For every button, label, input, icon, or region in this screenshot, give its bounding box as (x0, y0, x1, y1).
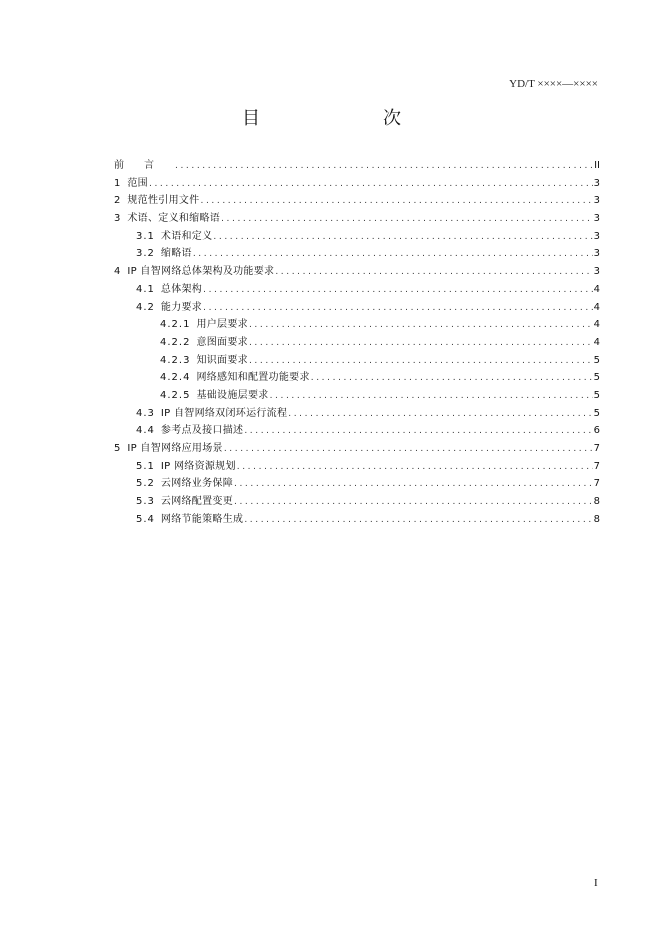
toc-entry-text: 基础设施层要求 (196, 389, 269, 401)
toc-leader-dots (234, 494, 593, 511)
toc-entry-text: 前言 (114, 160, 174, 171)
toc-entry-number: 3 (114, 213, 122, 225)
toc-entry-page: II (594, 160, 600, 171)
toc-entry-number: 3.2 (136, 248, 155, 260)
toc-entry-number: 5 (114, 443, 122, 454)
toc-entry-5-4[interactable] (114, 511, 600, 529)
toc-entry-text: IP 自智网络总体架构及功能要求 (127, 266, 275, 278)
toc-leader-dots (275, 264, 592, 281)
toc-leader-dots (149, 176, 593, 193)
toc-leader-dots (221, 211, 593, 228)
toc-leader-dots (193, 246, 593, 263)
toc-entry-number: 5.1 (136, 460, 155, 472)
table-of-contents (114, 157, 600, 528)
toc-entry-page: 7 (593, 478, 600, 490)
toc-entry-page: 8 (593, 496, 600, 508)
toc-entry-page: 4 (593, 319, 600, 331)
toc-entry-page: 6 (593, 425, 600, 437)
toc-title-char-1: 目 (242, 108, 260, 129)
toc-leader-dots (270, 388, 593, 405)
toc-entry-4-1[interactable] (114, 281, 600, 299)
toc-entry-page: 5 (593, 354, 600, 366)
toc-entry-page: 3 (593, 266, 600, 278)
toc-entry-5[interactable] (114, 440, 600, 458)
toc-entry-number: 4.2 (136, 301, 155, 313)
toc-entry-page: 7 (593, 460, 600, 472)
toc-entry-text: IP 网络资源规划 (160, 460, 236, 472)
toc-entry-number: 3.1 (136, 230, 155, 242)
toc-entry-page: 3 (593, 177, 600, 189)
toc-entry-text: 云网络业务保障 (160, 478, 234, 490)
toc-entry-number: 4.2.5 (160, 389, 191, 401)
toc-entry-number: 1 (114, 177, 122, 189)
toc-entry-number: 4 (114, 266, 122, 278)
toc-entry-number: 4.2.3 (160, 354, 191, 366)
toc-entry-page: 7 (593, 443, 600, 454)
toc-entry-text: 缩略语 (160, 248, 192, 260)
toc-entry-text: 范围 (127, 177, 148, 189)
toc-entry-page: 3 (593, 213, 600, 225)
toc-leader-dots (224, 441, 593, 458)
toc-entry-number: 5.3 (136, 496, 155, 508)
toc-leader-dots (244, 512, 592, 529)
toc-leader-dots (249, 353, 593, 370)
toc-entry-4-2-4[interactable] (114, 369, 600, 387)
toc-entry-foreword[interactable] (114, 157, 600, 175)
toc-entry-4[interactable] (114, 263, 600, 281)
toc-entry-text: 术语和定义 (160, 230, 213, 242)
toc-entry-5-2[interactable] (114, 475, 600, 493)
toc-entry-text: 术语、定义和缩略语 (127, 213, 221, 225)
toc-leader-dots (175, 158, 593, 175)
toc-entry-page: 4 (593, 336, 600, 348)
toc-title-char-2: 次 (383, 108, 401, 129)
toc-entry-text: 总体架构 (160, 283, 203, 295)
toc-entry-5-3[interactable] (114, 493, 600, 511)
toc-entry-4-2-5[interactable] (114, 387, 600, 405)
toc-leader-dots (249, 335, 593, 352)
toc-leader-dots (249, 317, 593, 334)
toc-entry-page: 5 (593, 389, 600, 401)
toc-entry-4-3[interactable] (114, 405, 600, 423)
toc-entry-text: IP 自智网络应用场景 (127, 443, 223, 454)
toc-entry-text: 网络节能策略生成 (160, 513, 244, 525)
toc-entry-text: IP 自智网络双闭环运行流程 (160, 407, 288, 419)
toc-entry-text: 网络感知和配置功能要求 (196, 372, 310, 384)
toc-entry-number: 4.1 (136, 283, 155, 295)
toc-entry-text: 用户层要求 (196, 319, 248, 331)
toc-leader-dots (244, 423, 592, 440)
toc-entry-1[interactable] (114, 175, 600, 193)
toc-entry-page: 3 (593, 230, 600, 242)
toc-entry-text: 参考点及接口描述 (160, 425, 244, 437)
toc-entry-5-1[interactable] (114, 458, 600, 476)
toc-entry-3[interactable] (114, 210, 600, 228)
toc-entry-number: 4.2.4 (160, 372, 191, 384)
page-number: I (594, 877, 598, 889)
toc-entry-page: 5 (593, 372, 600, 384)
toc-leader-dots (234, 476, 593, 493)
toc-entry-4-2[interactable] (114, 299, 600, 317)
toc-entry-4-2-3[interactable] (114, 352, 600, 370)
toc-entry-number: 5.2 (136, 478, 155, 490)
toc-entry-number: 2 (114, 195, 122, 207)
toc-entry-text: 能力要求 (160, 301, 203, 313)
toc-entry-3-1[interactable] (114, 228, 600, 246)
toc-leader-dots (213, 229, 592, 246)
toc-entry-text: 知识面要求 (196, 354, 248, 366)
toc-entry-2[interactable] (114, 192, 600, 210)
toc-entry-4-2-2[interactable] (114, 334, 600, 352)
toc-title (0, 104, 662, 128)
toc-entry-page: 4 (593, 283, 600, 295)
toc-entry-number: 4.2.2 (160, 336, 191, 348)
toc-entry-text: 规范性引用文件 (127, 195, 200, 207)
toc-entry-number: 5.4 (136, 513, 155, 525)
toc-leader-dots (311, 370, 593, 387)
toc-entry-text: 云网络配置变更 (160, 496, 234, 508)
toc-entry-number: 4.2.1 (160, 319, 191, 331)
toc-entry-4-2-1[interactable] (114, 316, 600, 334)
toc-entry-page: 4 (593, 301, 600, 313)
document-code: YD/T ××××—×××× (509, 78, 598, 90)
toc-leader-dots (237, 459, 593, 476)
toc-entry-page: 8 (593, 513, 600, 525)
toc-entry-page: 3 (593, 195, 600, 207)
toc-entry-4-4[interactable] (114, 422, 600, 440)
toc-entry-number: 4.3 (136, 407, 155, 419)
toc-entry-number: 4.4 (136, 425, 155, 437)
toc-entry-3-2[interactable] (114, 245, 600, 263)
toc-leader-dots (203, 300, 593, 317)
toc-leader-dots (288, 406, 592, 423)
toc-entry-page: 5 (593, 407, 600, 419)
toc-entry-text: 意图面要求 (196, 336, 248, 348)
toc-leader-dots (203, 282, 593, 299)
toc-leader-dots (200, 193, 592, 210)
toc-entry-page: 3 (593, 248, 600, 260)
